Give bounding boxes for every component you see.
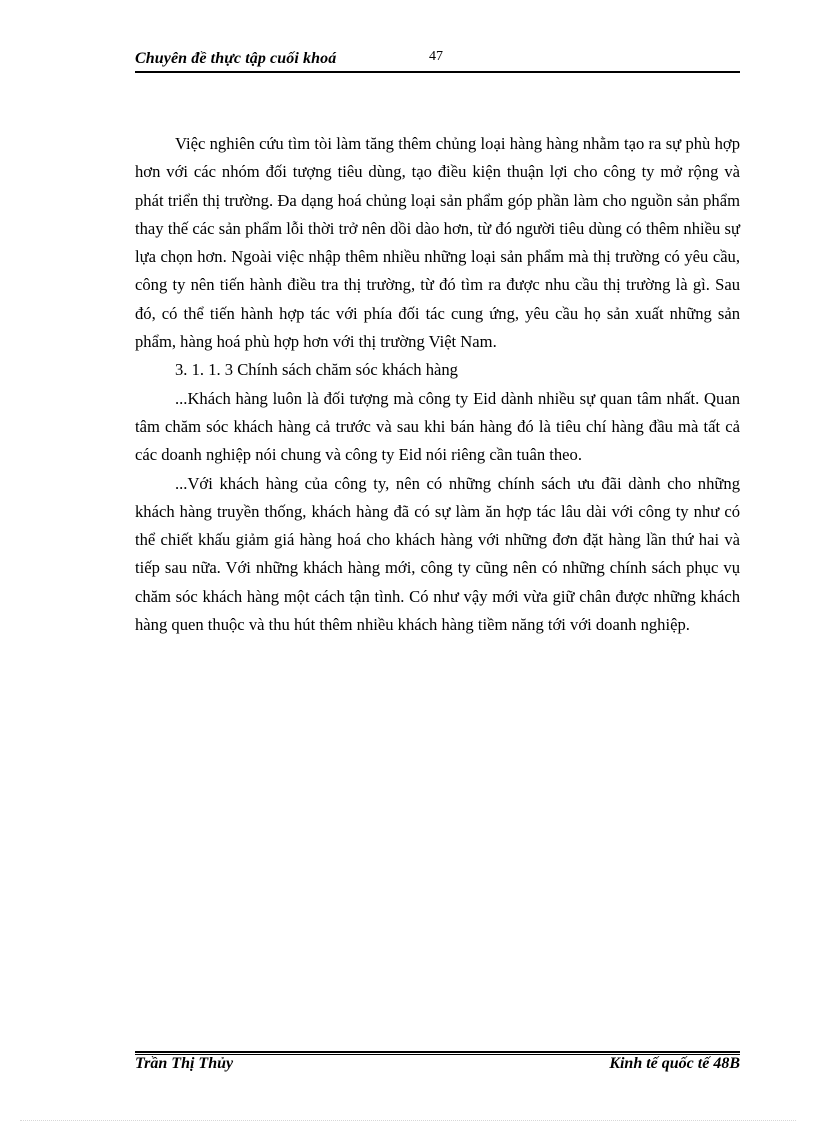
page-number: 47	[429, 49, 443, 64]
body-paragraph: ...Với khách hàng của công ty, nên có những chính sách ưu đãi dành cho những khách hàng truyền thống, khách hàng đã có sự làm ăn hợp tác lâu dài với công ty như có thể chiết khấu giảm giá hàng hoá cho khách hàng với những đơn đặt hàng lần thứ hai và tiếp sau nữa. Với những khách hàng mới, công ty cũng nên có những chính sách phục vụ chăm sóc khách hàng một cách tận tình. Có như vậy mới vừa giữ chân được những khách hàng quen thuộc và thu hút thêm nhiều khách hàng tiềm năng tới với doanh nghiệp.	[135, 473, 740, 635]
section-heading: 3. 1. 1. 3 Chính sách chăm sóc khách hàng	[175, 360, 458, 380]
header-title: Chuyên đề thực tập cuối khoá	[135, 50, 337, 67]
body-paragraph: Việc nghiên cứu tìm tòi làm tăng thêm chủng loại hàng hàng nhằm tạo ra sự phù hợp hơn với các nhóm đối tượng tiêu dùng, tạo điều kiện thuận lợi cho công ty mở rộng và phát triển thị trường. Đa dạng hoá chủng loại sản phẩm góp phần làm cho nguồn sản phẩm thay thế các sản phẩm lỗi thời trở nên dồi dào hơn, từ đó người tiêu dùng có thêm nhiều sự lựa chọn hơn. Ngoài việc nhập thêm nhiều những loại sản phẩm mà thị trường có yêu cầu, công ty nên tiến hành điều tra thị trường, từ đó tìm ra được nhu cầu thị trường là gì. Sau đó, có thể tiến hành hợp tác với phía đối tác cung ứng, yêu cầu họ sản xuất những sản phẩm, hàng hoá phù hợp hơn với thị trường Việt Nam.	[135, 134, 740, 352]
footer-class: Kinh tế quốc tế 48B	[609, 1055, 740, 1072]
page-header	[135, 46, 740, 70]
footer-author: Trần Thị Thủy	[135, 1055, 234, 1072]
footer-divider-top	[135, 1051, 740, 1053]
header-divider	[135, 71, 740, 73]
body-paragraph: ...Khách hàng luôn là đối tượng mà công ty Eid dành nhiều sự quan tâm nhất. Quan tâm chăm sóc khách hàng cả trước và sau khi bán hàng đó là tiêu chí hàng đầu mà tất cả các doanh nghiệp nói chung và công ty Eid nói riêng cần tuân theo.	[135, 388, 740, 465]
page-edge	[20, 1120, 796, 1121]
document-body	[135, 130, 740, 639]
